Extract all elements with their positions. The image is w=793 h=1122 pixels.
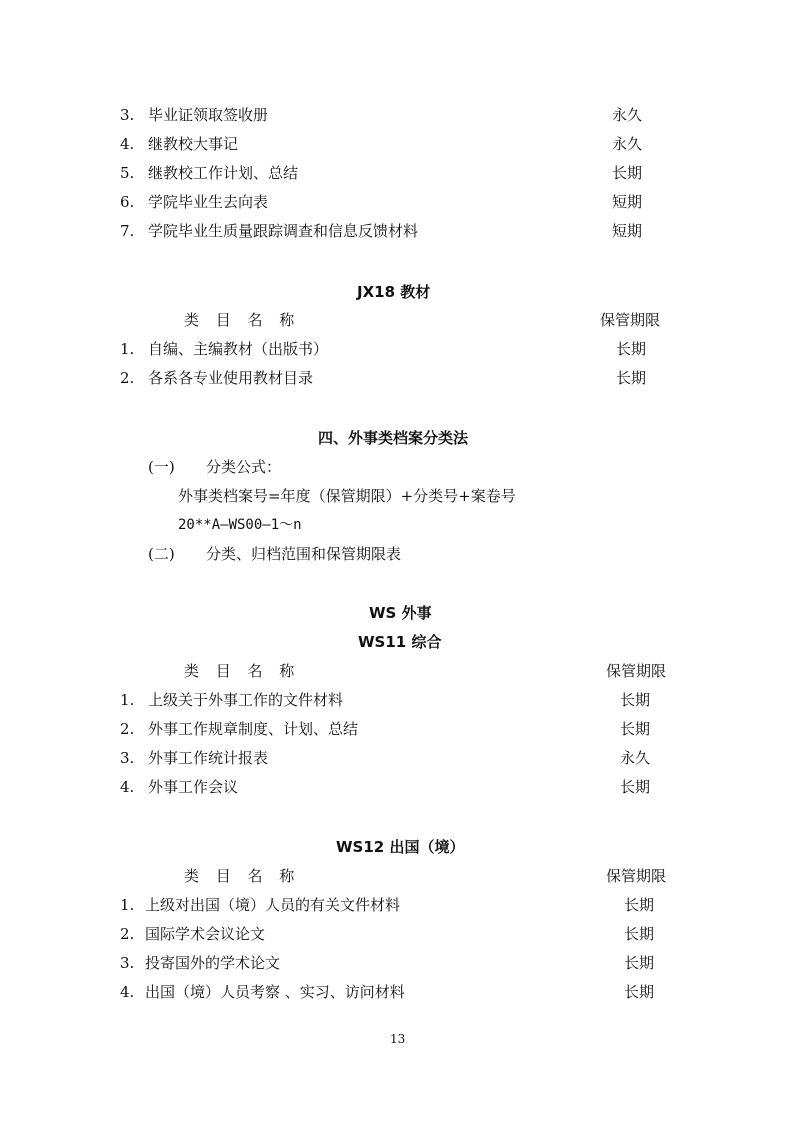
list-item-number: 2. <box>120 369 135 387</box>
list-item-number: 7. <box>120 222 135 240</box>
list-item-name: 学院毕业生去向表 <box>148 193 269 211</box>
list-item-number: 3. <box>120 954 135 972</box>
list-item-name: 继教校大事记 <box>148 135 239 153</box>
list-item-period: 永久 <box>612 135 643 153</box>
list-item-name: 自编、主编教材（出版书） <box>148 340 329 358</box>
list-item-number: 1. <box>120 340 135 358</box>
list-item-period: 短期 <box>612 222 643 240</box>
column-header-name: 类 目 名 称 <box>184 867 301 885</box>
list-item-number: 3. <box>120 749 135 767</box>
paragraph-text-2: 分类、归档范围和保管期限表 <box>206 545 402 563</box>
list-item-period: 长期 <box>616 369 647 387</box>
section-title-ws12: WS12 出国（境） <box>336 838 465 856</box>
list-item-name: 上级对出国（境）人员的有关文件材料 <box>145 896 401 914</box>
list-item-number: 6. <box>120 193 135 211</box>
list-item-period: 短期 <box>612 193 643 211</box>
list-item-name: 各系各专业使用教材目录 <box>148 369 314 387</box>
column-header-period: 保管期限 <box>600 311 661 329</box>
list-item-name: 外事工作规章制度、计划、总结 <box>148 720 359 738</box>
list-item-period: 长期 <box>620 691 651 709</box>
list-item-name: 外事工作会议 <box>148 778 239 796</box>
list-item-name: 国际学术会议论文 <box>145 925 266 943</box>
list-item-name: 学院毕业生质量跟踪调查和信息反馈材料 <box>148 222 419 240</box>
list-item-period: 永久 <box>612 106 643 124</box>
section-title-4: 四、外事类档案分类法 <box>318 429 469 447</box>
list-item-name: 上级关于外事工作的文件材料 <box>148 691 344 709</box>
list-item-name: 出国（境）人员考察 、实习、访问材料 <box>145 983 405 1001</box>
list-item-number: 1. <box>120 896 135 914</box>
list-item-period: 长期 <box>616 340 647 358</box>
list-item-number: 5. <box>120 164 135 182</box>
list-item-number: 1. <box>120 691 135 709</box>
list-item-number: 4. <box>120 778 135 796</box>
column-header-name: 类 目 名 称 <box>184 662 301 680</box>
list-item-number: 2. <box>120 720 135 738</box>
list-item-period: 长期 <box>620 778 651 796</box>
paragraph-label-1: (一) <box>148 458 175 476</box>
list-item-period: 长期 <box>624 896 655 914</box>
list-item-name: 投寄国外的学术论文 <box>145 954 281 972</box>
list-item-period: 长期 <box>624 925 655 943</box>
list-item-period: 永久 <box>620 749 651 767</box>
list-item-period: 长期 <box>612 164 643 182</box>
formula-text: 外事类档案号=年度（保管期限）+分类号+案卷号 <box>178 487 516 505</box>
section-title-ws: WS 外事 <box>369 604 432 622</box>
formula-example: 20**A—WS00—1～n <box>178 517 302 533</box>
paragraph-text-1: 分类公式： <box>206 458 282 476</box>
list-item-name: 外事工作统计报表 <box>148 749 269 767</box>
list-item-number: 3. <box>120 106 135 124</box>
list-item-number: 4. <box>120 135 135 153</box>
column-header-period: 保管期限 <box>606 867 667 885</box>
paragraph-label-2: (二) <box>148 545 175 563</box>
column-header-period: 保管期限 <box>606 662 667 680</box>
list-item-period: 长期 <box>624 954 655 972</box>
list-item-period: 长期 <box>620 720 651 738</box>
list-item-period: 长期 <box>624 983 655 1001</box>
section-title-jx18: JX18 教材 <box>357 283 431 301</box>
list-item-name: 毕业证领取签收册 <box>148 106 269 124</box>
section-title-ws11: WS11 综合 <box>358 633 442 651</box>
page-number: 13 <box>390 1032 406 1046</box>
list-item-name: 继教校工作计划、总结 <box>148 164 299 182</box>
list-item-number: 4. <box>120 983 135 1001</box>
list-item-number: 2. <box>120 925 135 943</box>
column-header-name: 类 目 名 称 <box>184 311 301 329</box>
